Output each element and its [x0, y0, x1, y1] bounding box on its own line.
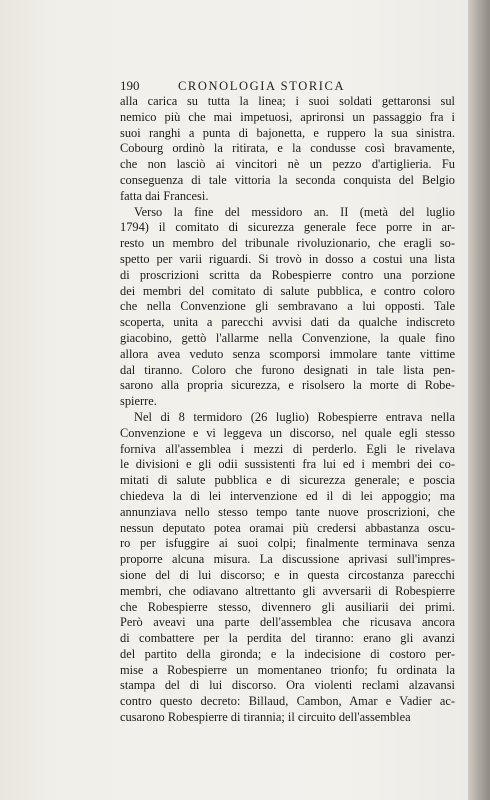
text-line: conseguenza di tale vittoria la seconda conquista del Belgio	[120, 172, 455, 187]
text-line: del partito della gironda; e la indecisione di costoro per-	[120, 646, 455, 661]
text-line: di proscrizioni scritta da Robespierre contro una porzione	[120, 267, 455, 282]
text-line: che nella Convenzione gli sembravano a lui opposti. Tale	[120, 299, 455, 314]
text-line: di combattere per la perdita del tiranno: erano gli avanzi	[120, 631, 455, 646]
text-line: mise a Robespierre un momentaneo trionfo; fu ordinata la	[120, 662, 455, 677]
text-line: dei membri del comitato di salute pubblica, e contro coloro	[120, 283, 455, 298]
text-line: che Robespierre stesso, divennero gli ausiliarii dei primi.	[120, 599, 455, 614]
page-gutter-shadow	[468, 0, 490, 800]
text-line: Convenzione e vi leggeva un discorso, nel quale egli stesso	[120, 425, 455, 440]
running-header	[120, 78, 455, 94]
page-number: 190	[120, 78, 140, 93]
text-line: sarono alla propria sicurezza, e risolsero la morte di Robe-	[120, 378, 455, 393]
text-line: membri, che odiavano altrettanto gli avversarii di Robespierre	[120, 583, 455, 598]
text-line: mitati di salute pubblica e di sicurezza generale; e poscia	[120, 473, 455, 488]
text-line: Cobourg ordinò la ritirata, e la condusse così bravamente,	[120, 141, 455, 156]
text-line: spierre.	[120, 394, 157, 409]
text-line: che non lasciò ai vincitori nè un pezzo d'artiglieria. Fu	[120, 157, 455, 172]
text-line: spetto per varii riguardi. Si trovò in dosso a costui una lista	[120, 251, 455, 266]
page-body-text	[120, 94, 455, 726]
text-line: suoi ranghi a punta di bajonetta, e ruppero la sua sinistra.	[120, 125, 455, 140]
text-line: contro questo decreto: Billaud, Cambon, Amar e Vadier ac-	[120, 694, 455, 709]
text-line: 1794) il comitato di sicurezza generale fece porre in ar-	[120, 220, 455, 235]
text-line: Nel di 8 termidoro (26 luglio) Robespierre entrava nella	[134, 409, 455, 424]
text-line: stampa del di lui discorso. Ora violenti reclami alzavansi	[120, 678, 455, 693]
paragraph	[120, 205, 455, 410]
text-line: ro per isfuggire ai suoi colpi; finalmente terminava senza	[120, 536, 455, 551]
text-line: nemico più che mai impetuosi, aprironsi un passaggio fra i	[120, 109, 455, 124]
text-line: annunziava nello stesso tempo tante nuove proscrizioni, che	[120, 504, 455, 519]
text-line: scoperta, unita a parecchi avvisi dati da qualche indiscreto	[120, 315, 455, 330]
text-line: chiedeva la di lei intervenzione ed il di lei appoggio; ma	[120, 488, 455, 503]
text-line: resto un membro del tribunale rivoluzionario, che eragli so-	[120, 236, 455, 251]
text-line: Però aveavi una parte dell'assemblea che ricusava ancora	[120, 615, 455, 630]
text-line: forniva all'assemblea i mezzi di perderlo. Egli le rivelava	[120, 441, 455, 456]
text-line: cusarono Robespierre di tirannia; il circuito dell'assemblea	[120, 710, 411, 725]
text-line: le divisioni e gli odii sussistenti fra lui ed i membri dei co-	[120, 457, 455, 472]
text-line: dal tiranno. Coloro che furono designati in tale lista pen-	[120, 362, 455, 377]
text-line: giacobino, gettò l'allarme nella Convenzione, la quale fino	[120, 330, 455, 345]
text-line: fatta dai Francesi.	[120, 188, 209, 203]
running-title: CRONOLOGIA STORICA	[178, 79, 346, 93]
paragraph	[120, 410, 455, 726]
text-line: allora avea veduto senza scomporsi immolare tante vittime	[120, 346, 455, 361]
text-line: proporre alcuna misura. La discussione aprivasi sull'impres-	[120, 552, 455, 567]
text-line: alla carica su tutta la linea; i suoi soldati gettaronsi sul	[120, 94, 455, 108]
paragraph	[120, 94, 455, 205]
text-line: Verso la fine del messidoro an. II (metà del luglio	[134, 204, 455, 219]
text-line: sione del di lui discorso; e in questa circostanza parecchi	[120, 567, 455, 582]
text-line: nessun deputato potea oramai più credersi abbastanza oscu-	[120, 520, 455, 535]
